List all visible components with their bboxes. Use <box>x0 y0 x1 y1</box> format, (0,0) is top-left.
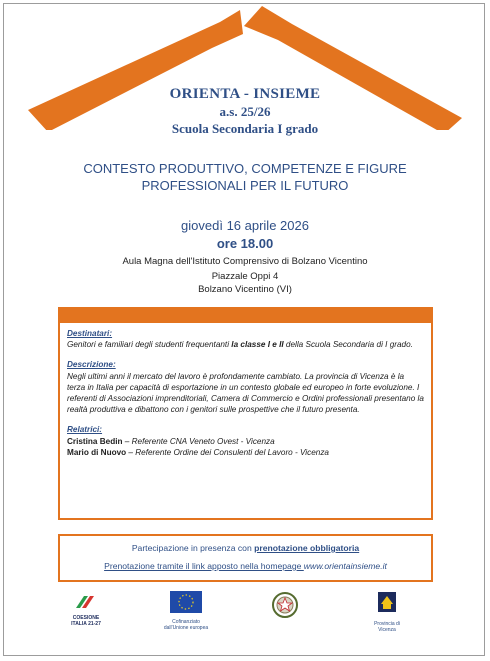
subtitle-line-1: CONTESTO PRODUTTIVO, COMPETENZE E FIGURE <box>83 161 407 176</box>
description-text: Negli ultimi anni il mercato del lavoro è profondamente cambiato. La provincia di Vicenza è la terza in Italia per capacità di esportazione in un contesto globale ed europeo in forte evoluzione. I referenti di Associazioni imprenditoriali, Camera di Commercio e Ordini professionali presentano la realtà produttiva e dibattono con i genitori sulle prospettive che il futuro presenta. <box>67 371 424 415</box>
recipients-heading: Destinatari: <box>67 329 113 338</box>
event-subtitle <box>0 160 490 194</box>
mandatory-booking-note: prenotazione obbligatoria <box>254 543 360 553</box>
speaker-item <box>67 447 424 458</box>
provincia-vicenza-logo: Provincia di Vicenza <box>367 590 407 633</box>
info-box <box>58 321 433 520</box>
participation-line: Partecipazione in presenza con prenotazione obbligatoria <box>131 543 360 553</box>
recipients-text: Genitori e familiari degli studenti frequentanti la classe I e II della Scuola Secondaria di I grado. <box>67 340 413 350</box>
eu-flag-icon <box>162 590 210 614</box>
event-street: Piazzale Oppi 4 <box>211 271 279 282</box>
eu-cofunded-logo: Cofinanziato dall'Unione europea <box>162 590 210 631</box>
speaker-role: – Referente CNA Veneto Ovest - Vicenza <box>122 436 275 446</box>
coesione-italia-logo: COESIONE ITALIA 21-27 <box>66 590 106 627</box>
event-date: giovedì 16 aprile 2026 <box>181 218 309 233</box>
event-time: ore 18.00 <box>216 236 274 251</box>
italian-republic-emblem <box>270 590 300 627</box>
website-link[interactable]: www.orientainsieme.it <box>303 561 387 571</box>
provincia-crest-icon <box>367 590 407 616</box>
republic-star-icon <box>270 590 300 622</box>
participation-box <box>58 534 433 582</box>
booking-line: Prenotazione tramite il link apposto nella homepage www.orientainsieme.it <box>104 561 387 571</box>
speaker-name: Cristina Bedin <box>67 436 123 446</box>
speaker-name: Mario di Nuovo <box>67 447 127 457</box>
coesione-arrows-icon <box>66 590 106 610</box>
speaker-role: – Referente Ordine dei Consulenti del Lavoro - Vicenza <box>126 447 329 457</box>
orange-divider-bar <box>58 307 433 321</box>
event-city: Bolzano Vicentino (VI) <box>198 284 292 295</box>
subtitle-line-2: PROFESSIONALI PER IL FUTURO <box>141 178 349 193</box>
school-year: a.s. 25/26 <box>219 104 271 119</box>
speakers-heading: Relatrici: <box>67 425 103 435</box>
description-heading: Descrizione: <box>67 360 116 370</box>
event-series-title: ORIENTA - INSIEME <box>169 86 321 102</box>
event-venue: Aula Magna dell'Istituto Comprensivo di Bolzano Vicentino <box>122 256 368 267</box>
speaker-item <box>67 436 424 447</box>
school-level: Scuola Secondaria I grado <box>171 121 319 136</box>
